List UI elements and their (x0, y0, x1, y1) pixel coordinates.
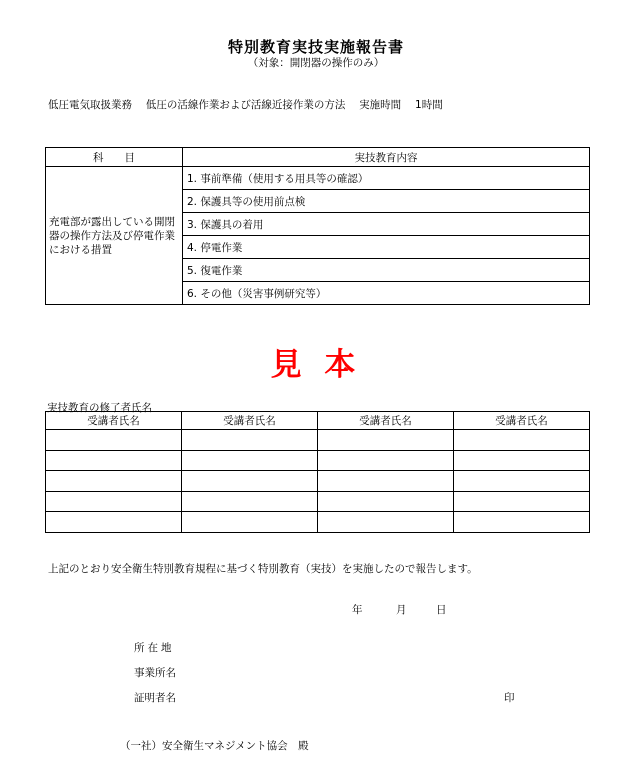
attendee-name-cell[interactable] (46, 430, 182, 451)
attendee-name-cell[interactable] (182, 471, 318, 492)
attendee-name-header: 受講者氏名 (182, 412, 318, 430)
attendee-name-cell[interactable] (182, 450, 318, 471)
seal-mark: 印 (504, 692, 515, 704)
document-title: 特別教育実技実施報告書 (227, 38, 404, 56)
attendee-name-cell[interactable] (46, 471, 182, 492)
content-item: 6. その他（災害事例研究等） (183, 282, 590, 305)
table-row (46, 471, 590, 492)
attendee-name-cell[interactable] (182, 491, 318, 512)
attendee-name-cell[interactable] (454, 430, 590, 451)
attendee-name-cell[interactable] (454, 450, 590, 471)
attendee-name-cell[interactable] (318, 430, 454, 451)
subject-cell: 充電部が露出している開閉器の操作方法及び停電作業における措置 (46, 167, 183, 305)
attendee-name-cell[interactable] (46, 512, 182, 533)
attendee-name-header: 受講者氏名 (46, 412, 182, 430)
subject-header: 科 目 (46, 148, 183, 167)
attendees-caption: 実技教育の修了者氏名 (47, 402, 152, 414)
attendee-name-cell[interactable] (454, 512, 590, 533)
attendee-name-cell[interactable] (318, 471, 454, 492)
content-header: 実技教育内容 (183, 148, 590, 167)
course-description: 低圧電気取扱業務 低圧の活線作業および活線近接作業の方法 実施時間 1時間 (48, 99, 443, 111)
attendee-name-cell[interactable] (182, 512, 318, 533)
content-item: 4. 停電作業 (183, 236, 590, 259)
attendee-name-cell[interactable] (46, 450, 182, 471)
attendee-name-cell[interactable] (46, 491, 182, 512)
office-name-label: 事業所名 (134, 667, 176, 679)
content-header-row (46, 148, 590, 167)
document-subtitle: （対象：開閉器の操作のみ） (247, 57, 385, 69)
attendee-name-cell[interactable] (318, 491, 454, 512)
attendee-name-cell[interactable] (454, 491, 590, 512)
attendee-name-cell[interactable] (318, 450, 454, 471)
attendees-table (45, 411, 590, 533)
table-row (46, 450, 590, 471)
certifier-name-label: 証明者名 (134, 692, 176, 704)
content-item: 5. 復電作業 (183, 259, 590, 282)
attendee-name-cell[interactable] (454, 471, 590, 492)
attendee-name-cell[interactable] (318, 512, 454, 533)
table-row (46, 430, 590, 451)
addressee: （一社）安全衛生マネジメント協会 殿 (120, 740, 309, 752)
date-month-label: 月 (396, 604, 407, 616)
table-row (46, 491, 590, 512)
attendee-name-header: 受講者氏名 (454, 412, 590, 430)
address-label: 所在地 (134, 642, 175, 654)
sample-watermark: 見 本 (270, 347, 362, 383)
attendees-header-row (46, 412, 590, 430)
date-year-label: 年 (352, 604, 363, 616)
content-table (45, 147, 590, 305)
attendee-name-header: 受講者氏名 (318, 412, 454, 430)
table-row (46, 512, 590, 533)
report-statement: 上記のとおり安全衛生特別教育規程に基づく特別教育（実技）を実施したので報告します。 (48, 563, 478, 575)
date-day-label: 日 (436, 604, 447, 616)
attendee-name-cell[interactable] (182, 430, 318, 451)
content-item: 3. 保護具の着用 (183, 213, 590, 236)
content-item: 2. 保護具等の使用前点検 (183, 190, 590, 213)
content-item: 1. 事前準備（使用する用具等の確認） (183, 167, 590, 190)
table-row (46, 167, 590, 190)
